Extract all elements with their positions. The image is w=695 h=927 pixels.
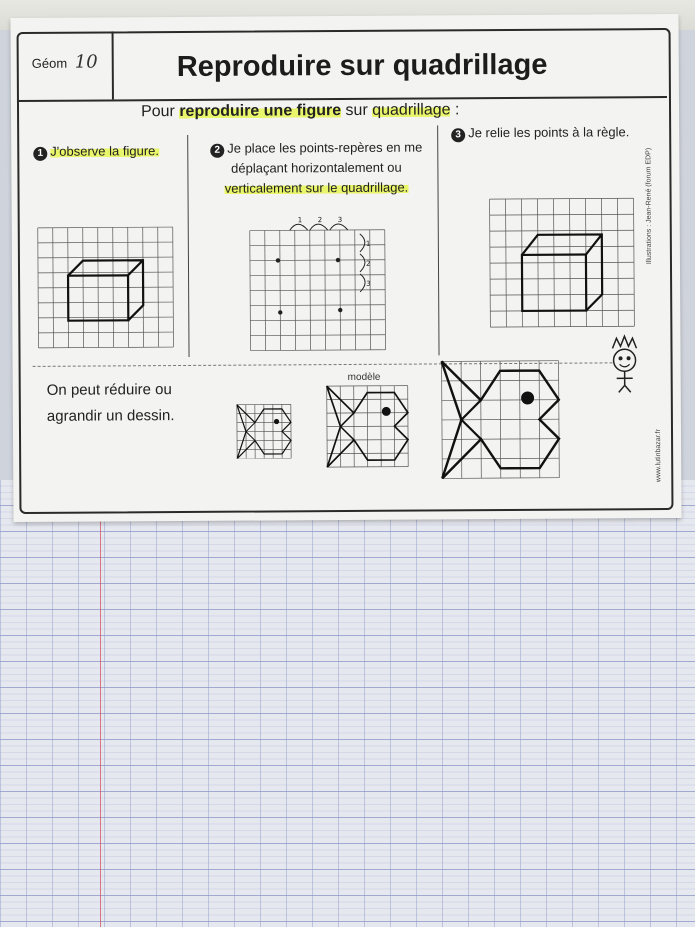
arrow-horizontal-1 [290,224,308,230]
notebook-grid-paper [0,480,695,927]
arrow-label-h2: 2 [317,216,323,225]
step-2-line1: Je place les points-repères en me [227,139,423,156]
step-arrows [290,224,365,292]
step-3-text: Je relie les points à la règle. [468,124,630,141]
arrow-label-h3: 3 [337,216,343,225]
step-1-text: J'observe la figure. [50,143,160,159]
arrow-horizontal-2 [310,224,328,230]
fish-large [439,359,566,480]
arrow-vertical-1 [360,234,365,252]
cube-grid-result [482,194,643,335]
resize-note [47,377,175,430]
points-grid [242,212,393,353]
point-marker [338,308,342,312]
fish-eye [274,419,279,424]
cube-edges [522,234,602,310]
arrow-vertical-3 [360,274,365,292]
arrow-label-h1: 1 [297,216,303,225]
point-marker [276,258,280,262]
intro-prefix: Pour [140,103,180,121]
title-row [17,28,667,102]
model-label: modèle [347,371,381,383]
step-1 [33,141,159,162]
arrow-label-v3: 3 [366,279,371,288]
step-2-line2: déplaçant horizontalement ou [231,159,402,176]
site-credit: www.lutinbazar.fr [654,429,663,483]
lesson-code-box [17,31,114,100]
point-marker [278,310,282,314]
fish-eye [382,407,391,416]
arrow-horizontal-3 [330,224,348,230]
arrow-label-v2: 2 [365,259,371,268]
fish-model [325,384,416,471]
step-3 [451,122,629,143]
intro-suffix: : [450,101,460,119]
lesson-code-number: 10 [74,51,98,73]
arrow-vertical-2 [360,254,365,272]
notebook-margin-line [100,480,101,927]
step-2-number: 2 [210,144,224,158]
lesson-code-label: Géom [31,55,68,71]
arrow-label-v1: 1 [365,239,371,248]
cube-grid-observe [34,223,185,354]
intro-highlight2: quadrillage [372,101,451,119]
lesson-sheet [10,14,681,522]
illustration-credit: Illustrations : Jean-René (forum EDP) [645,147,653,265]
fish-small [235,402,295,458]
grid-lines [38,227,174,348]
step-3-number: 3 [451,128,465,142]
fish-eye [521,391,534,404]
cube-edges [68,260,143,320]
grid-lines [490,198,635,327]
step-2-line3: verticalement sur le quadrillage. [224,179,409,196]
mascot-illustration [602,334,646,394]
intro-middle: sur [341,101,373,120]
point-marker [336,258,340,262]
intro-highlight: reproduire une figure [179,102,342,121]
step-1-number: 1 [33,147,47,161]
resize-note-line2: agrandir un dessin. [46,407,175,425]
step-2 [201,137,431,198]
resize-note-line1: On peut réduire ou [46,381,172,399]
page-title: Reproduire sur quadrillage [176,48,548,84]
intro-sentence [141,101,459,121]
